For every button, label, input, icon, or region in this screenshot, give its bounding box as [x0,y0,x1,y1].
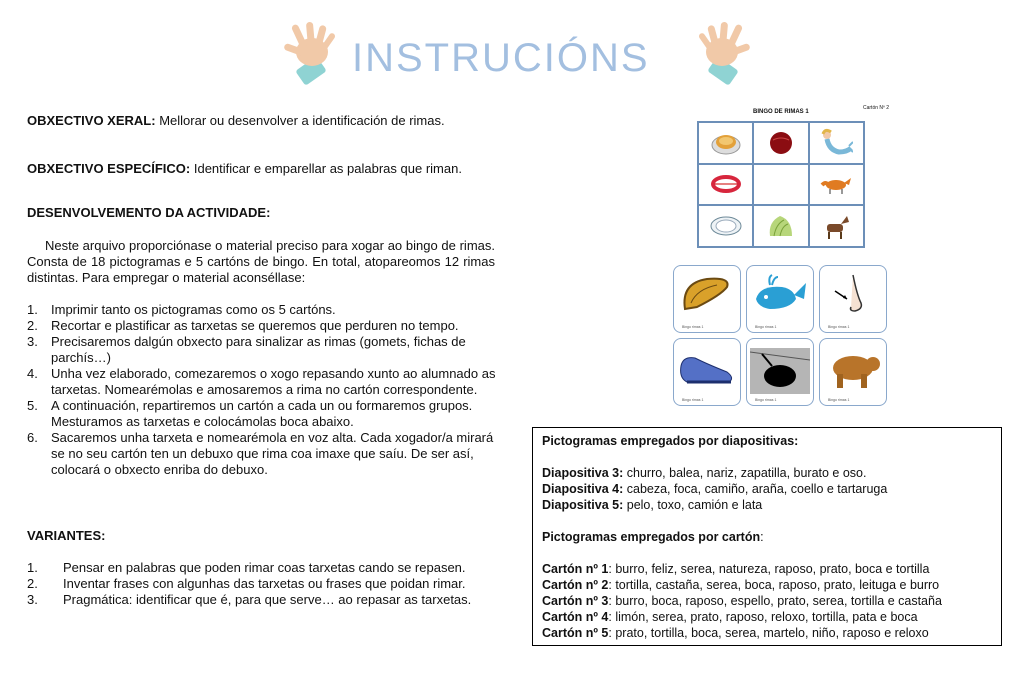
pictogram-card: Bingo rimas 1 [819,338,887,406]
objective-general-text: Mellorar ou desenvolver a identificación de rimas. [155,113,445,128]
header [0,14,1027,94]
bingo-cell [698,122,753,164]
nose-icon [823,269,883,321]
list-item: 6. Sacaremos unha tarxeta e nomearémola en voz alta. Cada xogador/a mirará se no seu cartón ten un debuxo que rima coa imaxe que saíu. De ser así, colocará o obxecto enriba do debuxo. [27,430,494,477]
list-item: 1. Pensar en palabras que poden rimar coas tarxetas cando se repasen. [27,560,466,575]
list-item: Diapositiva 3: churro, balea, nariz, zapatilla, burato e oso. [542,466,867,480]
pictogram-card: Bingo rimas 1 [746,265,814,333]
bingo-card-title: BINGO DE RIMAS 1 [753,109,809,115]
fox-icon [820,173,852,195]
list-item: Cartón nº 4: limón, serea, prato, raposo, reloxo, tortilla, pata e boca [542,610,918,624]
bingo-cell [809,205,864,247]
hand-icon [688,18,758,88]
bingo-cell [753,122,808,164]
ball-icon [768,130,794,156]
bingo-cell [809,122,864,164]
pictogram-card: Bingo rimas 1 [673,265,741,333]
pictogram-card: Bingo rimas 1 [746,338,814,406]
list-item: Diapositiva 4: cabeza, foca, camiño, araña, coello e tartaruga [542,482,888,496]
variants-heading: VARIANTES: [27,528,106,543]
mouth-icon [710,173,742,195]
development-intro: Neste arquivo proporciónase o material preciso para xogar ao bingo de rimas. Consta de 18 pictogramas e 5 cartóns de bingo. En total, atopareomos 12 rimas distintas. Para empregar o material aconséllase: [27,238,495,285]
list-item: Cartón nº 5: prato, tortilla, boca, serea, martelo, niño, raposo e reloxo [542,626,929,640]
cards-heading: Pictogramas empregados por cartón: [542,530,764,544]
summary-box [532,427,1002,646]
steps-list [27,302,497,478]
objective-specific-text: Identificar e emparellar as palabras que riman. [190,161,462,176]
plate-icon [710,215,742,237]
objective-specific [27,161,462,177]
bingo-cell [809,164,864,206]
pictogram-cards [673,265,888,407]
mermaid-icon [819,128,853,158]
objective-specific-label: OBXECTIVO ESPECÍFICO: [27,161,191,176]
list-item: Diapositiva 5: pelo, toxo, camión e lata [542,498,763,512]
pictogram-card: Bingo rimas 1 [673,338,741,406]
list-item: 3. Precisaremos dalgún obxecto para sinalizar as rimas (gomets, fichas de parchís…) [27,334,466,365]
whale-icon [750,269,810,321]
list-item: 4. Unha vez elaborado, comezaremos o xogo repasando xunto ao alumnado as tarxetas. Nomearémolas e amosaremos a rima no cartón correspondente. [27,366,496,397]
churro-icon [677,269,737,321]
list-item: 3. Pragmática: identificar que é, para que serve… ao repasar as tarxetas. [27,592,472,607]
list-item: 1. Imprimir tanto os pictogramas como os 5 cartóns. [27,302,336,317]
bingo-cell [698,205,753,247]
objective-general-label: OBXECTIVO XERAL: [27,113,156,128]
slipper-icon [677,342,737,394]
list-item: Cartón nº 3: burro, boca, raposo, espello, prato, serea, tortilla e castaña [542,594,942,608]
hole-icon [750,342,810,394]
list-item: 2. Inventar frases con algunhas das tarxetas ou frases que poidan rimar. [27,576,466,591]
slides-heading: Pictogramas empregados por diapositivas: [542,434,799,448]
bingo-cell [698,164,753,206]
development-heading: DESENVOLVEMENTO DA ACTIVIDADE: [27,205,271,220]
list-item: Cartón nº 2: tortilla, castaña, serea, boca, raposo, prato, leituga e burro [542,578,940,592]
page-title: INSTRUCIÓNS [352,36,650,80]
bear-icon [823,342,883,394]
bingo-card [697,103,893,248]
variants-list [27,560,507,608]
bingo-cell [753,205,808,247]
donkey-icon [821,212,851,240]
bingo-grid [697,121,865,248]
lettuce-icon [766,212,796,240]
bingo-card-number: Cartón Nº 2 [863,105,890,111]
bingo-cell [753,164,808,206]
pictogram-card: Bingo rimas 1 [819,265,887,333]
pie-icon [711,130,741,156]
list-item: 2. Recortar e plastificar as tarxetas se queremos que perduren no tempo. [27,318,459,333]
list-item: 5. A continuación, repartiremos un cartón a cada un ou formaremos grupos. Mesturamos as tarxetas e colocámolas boca abaixo. [27,398,473,429]
objective-general [27,113,445,129]
hand-icon [276,18,346,88]
list-item: Cartón nº 1: burro, feliz, serea, natureza, raposo, prato, boca e tortilla [542,562,930,576]
